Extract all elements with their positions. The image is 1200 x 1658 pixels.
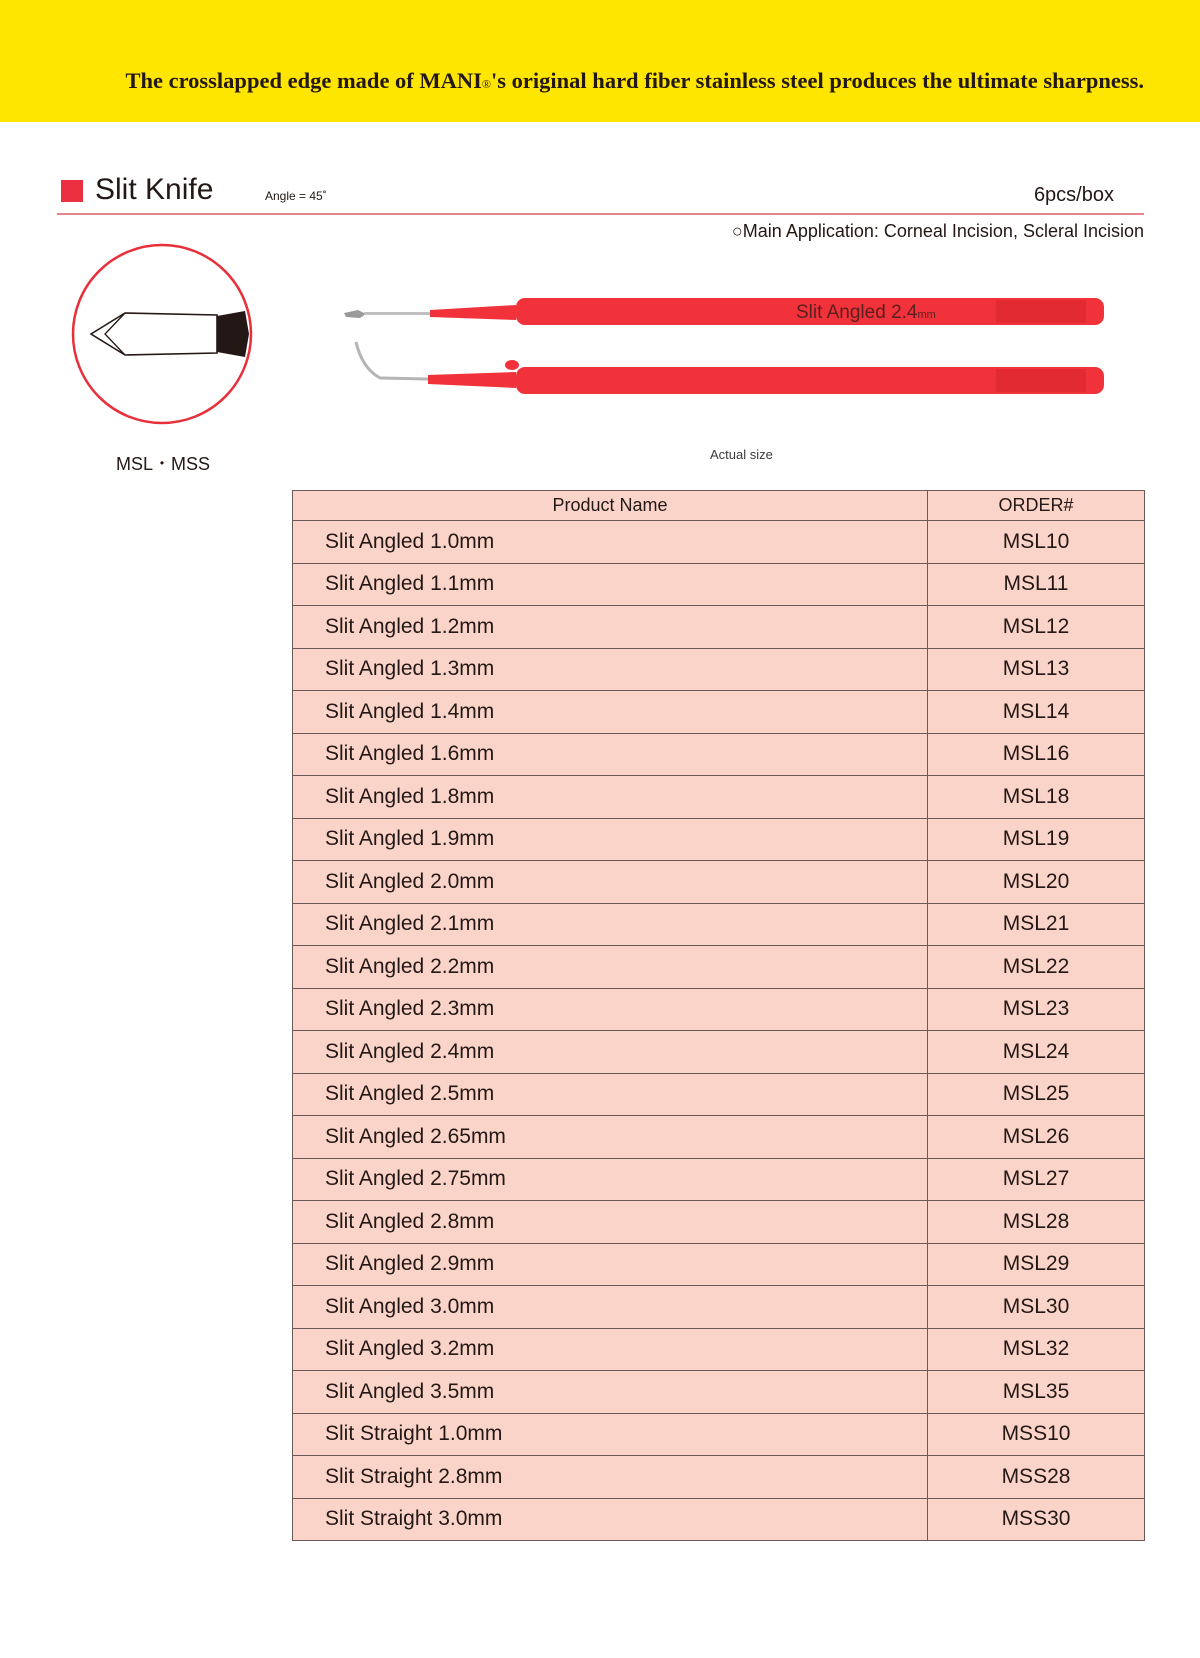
title-divider [57, 213, 1144, 215]
angled-blade-tip [344, 310, 366, 318]
product-name-cell: Slit Straight 2.8mm [293, 1456, 928, 1499]
product-name-header: Product Name [293, 491, 928, 521]
product-name-cell: Slit Angled 1.8mm [293, 776, 928, 819]
product-name-cell: Slit Angled 2.5mm [293, 1073, 928, 1116]
order-number-cell: MSL11 [928, 563, 1145, 606]
product-name-cell: Slit Angled 1.0mm [293, 521, 928, 564]
order-number-cell: MSL27 [928, 1158, 1145, 1201]
product-name-cell: Slit Angled 1.2mm [293, 606, 928, 649]
straight-handle-nub [505, 360, 519, 370]
order-number-cell: MSL16 [928, 733, 1145, 776]
table-row [293, 1286, 1145, 1329]
order-number-cell: MSL30 [928, 1286, 1145, 1329]
straight-handle-taper [428, 372, 516, 388]
table-row [293, 1498, 1145, 1541]
header-banner [0, 0, 1200, 122]
banner-tagline [125, 68, 1144, 94]
angled-handle-taper [430, 305, 516, 320]
table-row [293, 776, 1145, 819]
table-row [293, 818, 1145, 861]
product-name-cell: Slit Angled 2.65mm [293, 1116, 928, 1159]
order-number-cell: MSS10 [928, 1413, 1145, 1456]
product-name-cell: Slit Angled 3.2mm [293, 1328, 928, 1371]
registered-mark: ® [481, 77, 492, 91]
product-name-cell: Slit Angled 1.3mm [293, 648, 928, 691]
angled-blade-shaft [364, 312, 430, 315]
order-number-cell: MSL18 [928, 776, 1145, 819]
handle-imprint: Slit Angled 2.4mm [796, 302, 936, 323]
order-number-cell: MSL10 [928, 521, 1145, 564]
product-name-cell: Slit Angled 1.1mm [293, 563, 928, 606]
product-table [292, 490, 1145, 1541]
product-name-cell: Slit Angled 2.75mm [293, 1158, 928, 1201]
angle-note: Angle = 45˚ [265, 189, 327, 203]
table-row [293, 691, 1145, 734]
box-quantity: 6pcs/box [1033, 184, 1114, 206]
table-row [293, 1456, 1145, 1499]
table-row [293, 1073, 1145, 1116]
table-row [293, 1371, 1145, 1414]
order-number-cell: MSS30 [928, 1498, 1145, 1541]
product-name-cell: Slit Angled 3.0mm [293, 1286, 928, 1329]
product-name-cell: Slit Angled 1.6mm [293, 733, 928, 776]
title-square-icon [61, 180, 83, 202]
table-row [293, 648, 1145, 691]
order-number-cell: MSL14 [928, 691, 1145, 734]
order-number-cell: MSL13 [928, 648, 1145, 691]
product-name-cell: Slit Angled 2.8mm [293, 1201, 928, 1244]
table-row [293, 606, 1145, 649]
order-header: ORDER# [928, 491, 1145, 521]
table-row [293, 1116, 1145, 1159]
order-number-cell: MSL22 [928, 946, 1145, 989]
order-number-cell: MSS28 [928, 1456, 1145, 1499]
table-row [293, 988, 1145, 1031]
table-header-row [293, 491, 1145, 521]
order-number-cell: MSL35 [928, 1371, 1145, 1414]
blade-tip-detail-icon [71, 243, 253, 425]
straight-blade [356, 342, 428, 379]
product-name-cell: Slit Angled 2.4mm [293, 1031, 928, 1074]
knife-photos [336, 280, 1116, 430]
table-row [293, 521, 1145, 564]
order-number-cell: MSL23 [928, 988, 1145, 1031]
order-number-cell: MSL25 [928, 1073, 1145, 1116]
actual-size-caption: Actual size [710, 447, 773, 462]
model-label: MSL・MSS [116, 454, 211, 474]
product-name-cell: Slit Angled 2.1mm [293, 903, 928, 946]
table-row [293, 1328, 1145, 1371]
order-number-cell: MSL19 [928, 818, 1145, 861]
page-title: Slit Knife [95, 173, 214, 206]
product-name-cell: Slit Straight 3.0mm [293, 1498, 928, 1541]
banner-text-after: 's original hard fiber stainless steel produces the ultimate sharpness. [491, 68, 1144, 93]
angled-handle-grip [996, 300, 1086, 323]
order-number-cell: MSL20 [928, 861, 1145, 904]
table-row [293, 1413, 1145, 1456]
order-number-cell: MSL26 [928, 1116, 1145, 1159]
blade-shaft [217, 311, 249, 357]
table-row [293, 1158, 1145, 1201]
table-row [293, 1031, 1145, 1074]
product-table-body [293, 521, 1145, 1541]
product-name-cell: Slit Angled 2.2mm [293, 946, 928, 989]
order-number-cell: MSL24 [928, 1031, 1145, 1074]
table-row [293, 1201, 1145, 1244]
product-name-cell: Slit Angled 2.3mm [293, 988, 928, 1031]
product-name-cell: Slit Angled 1.4mm [293, 691, 928, 734]
table-row [293, 903, 1145, 946]
order-number-cell: MSL28 [928, 1201, 1145, 1244]
straight-handle-grip [996, 369, 1086, 392]
table-row [293, 946, 1145, 989]
order-number-cell: MSL21 [928, 903, 1145, 946]
product-name-cell: Slit Angled 3.5mm [293, 1371, 928, 1414]
main-application: ○Main Application: Corneal Incision, Scleral Incision [731, 221, 1144, 241]
table-row [293, 861, 1145, 904]
banner-text-before: The crosslapped edge made of MANI [125, 68, 482, 93]
order-number-cell: MSL32 [928, 1328, 1145, 1371]
table-row [293, 563, 1145, 606]
table-row [293, 1243, 1145, 1286]
order-number-cell: MSL12 [928, 606, 1145, 649]
product-name-cell: Slit Angled 2.0mm [293, 861, 928, 904]
product-name-cell: Slit Angled 2.9mm [293, 1243, 928, 1286]
straight-knife-illustration [356, 342, 1104, 394]
angled-knife-illustration [344, 298, 1104, 325]
product-name-cell: Slit Straight 1.0mm [293, 1413, 928, 1456]
table-row [293, 733, 1145, 776]
product-name-cell: Slit Angled 1.9mm [293, 818, 928, 861]
order-number-cell: MSL29 [928, 1243, 1145, 1286]
